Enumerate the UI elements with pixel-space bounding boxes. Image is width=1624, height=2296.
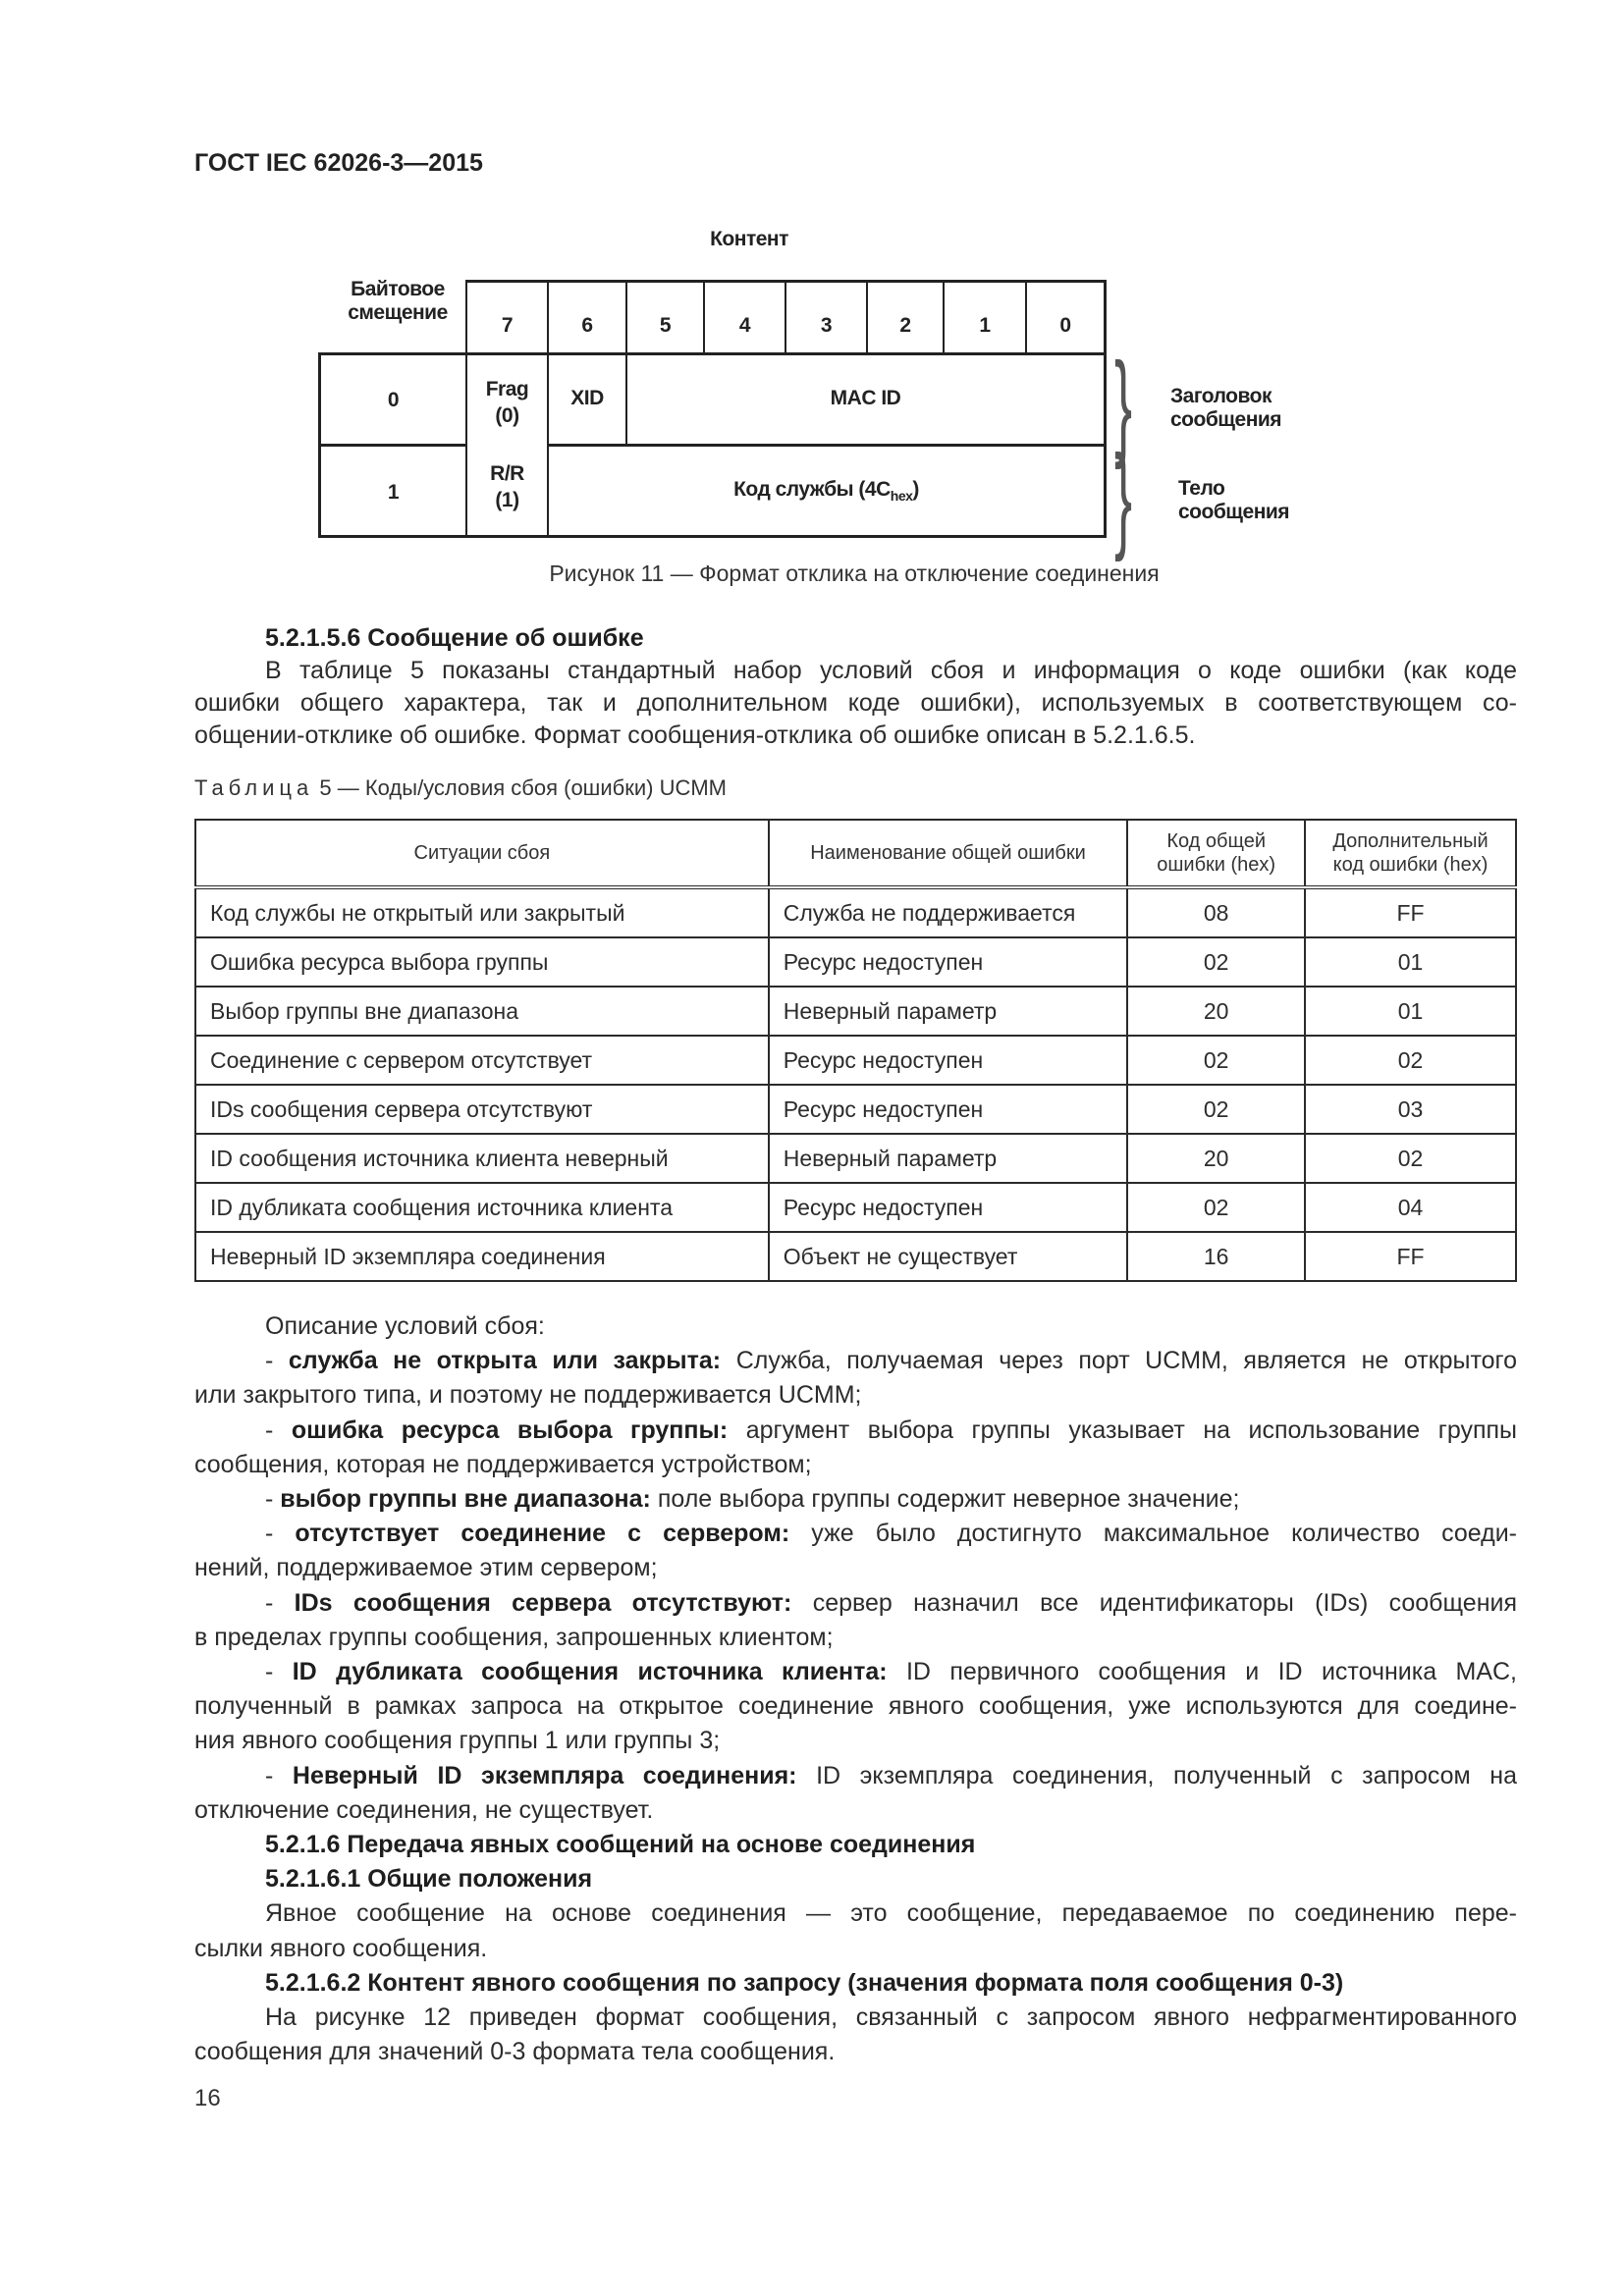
failure-explanation: сервер назначил все идентификаторы (IDs) сообщения (812, 1588, 1518, 1617)
table-header-row (195, 820, 1516, 887)
table-cell: IDs сообщения сервера отсутствуют (195, 1085, 769, 1134)
bit-3: 3 (820, 314, 833, 337)
table-cell: Ошибка ресурса выбора группы (195, 937, 769, 987)
table-row (195, 1183, 1516, 1232)
table-cell: ID сообщения источника клиента неверный (195, 1134, 769, 1183)
failure-term: выбор группы вне диапазона: (280, 1485, 651, 1513)
table-cell: FF (1305, 887, 1516, 937)
table-cell: Служба не поддерживается (769, 887, 1128, 937)
table-cell: Ресурс недоступен (769, 1036, 1128, 1085)
failure-term: служба не открыта или закрыта: (288, 1347, 722, 1375)
column-header: Наименование общей ошибки (769, 820, 1128, 887)
failure-item: - выбор группы вне диапазона: поле выбора группы содержит неверное значение; (265, 1485, 1240, 1513)
table-cell: 02 (1305, 1134, 1516, 1183)
xid-field: XID (570, 387, 604, 409)
table-cell: 16 (1127, 1232, 1305, 1281)
paragraph-line: На рисунке 12 приведен формат сообщения, связанный с запросом явного нефрагментированного (265, 2003, 1517, 2031)
table-cell: 04 (1305, 1183, 1516, 1232)
failure-item-continuation: или закрытого типа, и поэтому не поддерживается UCMM; (194, 1381, 862, 1410)
failure-item-continuation: отключение соединения, не существует. (194, 1795, 654, 1824)
bit-4: 4 (738, 314, 751, 337)
failure-item: - ID дубликата сообщения источника клиента: ID первичного сообщения и ID источника MAC, (265, 1658, 1517, 1685)
column-header: Ситуации сбоя (195, 820, 769, 887)
column-header: Код общей ошибки (hex) (1127, 820, 1305, 887)
section-heading: 5.2.1.6.1 Общие положения (265, 1865, 593, 1894)
table-cell: Неверный ID экземпляра соединения (195, 1232, 769, 1281)
failure-term: Неверный ID экземпляра соединения: (292, 1761, 797, 1789)
table-row (195, 1134, 1516, 1183)
failure-item: - ошибка ресурса выбора группы: аргумент выбора группы указывает на использование группы (265, 1415, 1517, 1444)
failure-item: - IDs сообщения сервера отсутствуют: сервер назначил все идентификаторы (IDs) сообщения (265, 1588, 1518, 1617)
failure-item: - отсутствует соединение с сервером: уже было достигнуто максимальное количество соеди- (265, 1520, 1517, 1548)
failure-explanation: ID первичного сообщения и ID источника MAC, (905, 1658, 1517, 1685)
page-number: 16 (194, 2085, 221, 2111)
table-cell: Соединение с сервером отсутствует (195, 1036, 769, 1085)
table-cell: 08 (1127, 887, 1305, 937)
table-caption (194, 775, 727, 801)
table-cell: Код службы не открытый или закрытый (195, 887, 769, 937)
failure-item-continuation: в пределах группы сообщения, запрошенных клиентом; (194, 1623, 834, 1651)
table-cell: 20 (1127, 1134, 1305, 1183)
failure-explanation: аргумент выбора группы указывает на использование группы (745, 1415, 1517, 1444)
figure-content-label: Контент (710, 228, 788, 250)
failure-item-continuation: нений, поддерживаемое этим сервером; (194, 1554, 658, 1582)
bit-5: 5 (659, 314, 672, 337)
paragraph-line: В таблице 5 показаны стандартный набор условий сбоя и информация о коде ошибки (как коде (265, 657, 1517, 684)
frag-field (467, 376, 547, 429)
document-header: ГОСТ IEC 62026-3—2015 (194, 149, 483, 177)
paragraph-line: Явное сообщение на основе соединения — это сообщение, передаваемое по соединению пере- (265, 1899, 1517, 1928)
paragraph-line: сообщения для значений 0-3 формата тела сообщения. (194, 2038, 836, 2066)
rr-label: R/R (490, 462, 524, 485)
table-body (195, 887, 1516, 1281)
failure-explanation: уже было достигнуто максимальное количество соеди- (811, 1520, 1517, 1548)
section-heading: 5.2.1.5.6 Сообщение об ошибке (265, 624, 644, 652)
failure-item-continuation: ния явного сообщения группы 1 или группы 3; (194, 1727, 721, 1755)
service-code-text: Код службы (4C (733, 478, 891, 501)
rr-field (467, 460, 547, 513)
failure-item: - служба не открыта или закрыта: Служба, получаемая через порт UCMM, является не открытого (265, 1347, 1517, 1375)
failure-term: отсутствует соединение с сервером: (295, 1520, 790, 1548)
table-caption-title: 5 — Коды/условия сбоя (ошибки) UCMM (319, 775, 727, 800)
failure-explanation: Служба, получаемая через порт UCMM, является не открытого (735, 1347, 1517, 1375)
table-cell: Неверный параметр (769, 987, 1128, 1036)
paragraph-line: ошибки общего характера, так и дополнительном коде ошибки), используемых в соответствующем со- (194, 689, 1517, 717)
table-cell: 01 (1305, 937, 1516, 987)
table-row (195, 987, 1516, 1036)
service-code-close: ) (912, 478, 919, 501)
table-cell: Ресурс недоступен (769, 1183, 1128, 1232)
bit-2: 2 (899, 314, 911, 337)
table-cell: 02 (1127, 1085, 1305, 1134)
table-cell: 01 (1305, 987, 1516, 1036)
failure-term: IDs сообщения сервера отсутствуют: (294, 1588, 792, 1617)
paragraph-line: сылки явного сообщения. (194, 1934, 488, 1962)
byte-offset-label-line2: смещение (348, 301, 448, 324)
bit-7: 7 (501, 314, 514, 337)
rr-value: (1) (495, 489, 519, 511)
service-code-subscript: hex (890, 488, 913, 505)
message-header-label: Заголовок сообщения (1170, 385, 1282, 431)
table-row (195, 1036, 1516, 1085)
table-cell: 02 (1127, 1036, 1305, 1085)
service-code-field (549, 478, 1104, 504)
figure-caption: Рисунок 11 — Формат отклика на отключение соединения (549, 561, 1160, 586)
description-intro: Описание условий сбоя: (265, 1312, 545, 1340)
row1-offset: 1 (387, 481, 400, 504)
failure-term: ошибка ресурса выбора группы: (291, 1415, 729, 1444)
table-cell: FF (1305, 1232, 1516, 1281)
table-cell: ID дубликата сообщения источника клиента (195, 1183, 769, 1232)
failure-term: ID дубликата сообщения источника клиента: (292, 1658, 888, 1685)
table-cell: 20 (1127, 987, 1305, 1036)
table-cell: 02 (1305, 1036, 1516, 1085)
failure-item: - Неверный ID экземпляра соединения: ID экземпляра соединения, полученный с запросом на (265, 1761, 1517, 1789)
section-heading: 5.2.1.6.2 Контент явного сообщения по запросу (значения формата поля сообщения 0-3) (265, 1968, 1344, 1997)
paragraph-line: общении-отклике об ошибке. Формат сообщения-отклика об ошибке описан в 5.2.1.6.5. (194, 721, 1196, 749)
frag-value: (0) (495, 404, 519, 427)
table-row (195, 937, 1516, 987)
table-cell: Неверный параметр (769, 1134, 1128, 1183)
bit-0: 0 (1059, 314, 1071, 337)
message-body-label: Тело сообщения (1178, 477, 1290, 523)
row0-offset: 0 (387, 389, 400, 411)
table-caption-prefix: Таблица (194, 775, 314, 800)
failure-item-continuation: полученный в рамках запроса на открытое соединение явного сообщения, уже используются для соедине- (194, 1692, 1517, 1721)
bit-6: 6 (581, 314, 593, 337)
section-heading: 5.2.1.6 Передача явных сообщений на основе соединения (265, 1831, 976, 1858)
table-row (195, 1085, 1516, 1134)
byte-offset-label (324, 278, 471, 325)
error-codes-table (194, 819, 1517, 1282)
failure-explanation: поле выбора группы содержит неверное значение; (657, 1485, 1240, 1513)
table-cell: Объект не существует (769, 1232, 1128, 1281)
table-cell: 02 (1127, 937, 1305, 987)
mac-id-field: MAC ID (830, 387, 901, 409)
table-cell: Выбор группы вне диапазона (195, 987, 769, 1036)
failure-explanation: ID экземпляра соединения, полученный с запросом на (816, 1761, 1517, 1789)
column-header: Дополнительный код ошибки (hex) (1305, 820, 1516, 887)
table-row (195, 1232, 1516, 1281)
table-cell: 03 (1305, 1085, 1516, 1134)
table-row (195, 887, 1516, 937)
table-cell: Ресурс недоступен (769, 1085, 1128, 1134)
byte-offset-label-line1: Байтовое (351, 278, 445, 300)
brace-body-icon: } (1114, 431, 1133, 562)
bit-1: 1 (979, 314, 991, 337)
table-cell: 02 (1127, 1183, 1305, 1232)
brace-header-icon: } (1114, 339, 1133, 470)
table-cell: Ресурс недоступен (769, 937, 1128, 987)
frag-label: Frag (485, 378, 529, 400)
failure-item-continuation: сообщения, которая не поддерживается устройством; (194, 1450, 812, 1478)
